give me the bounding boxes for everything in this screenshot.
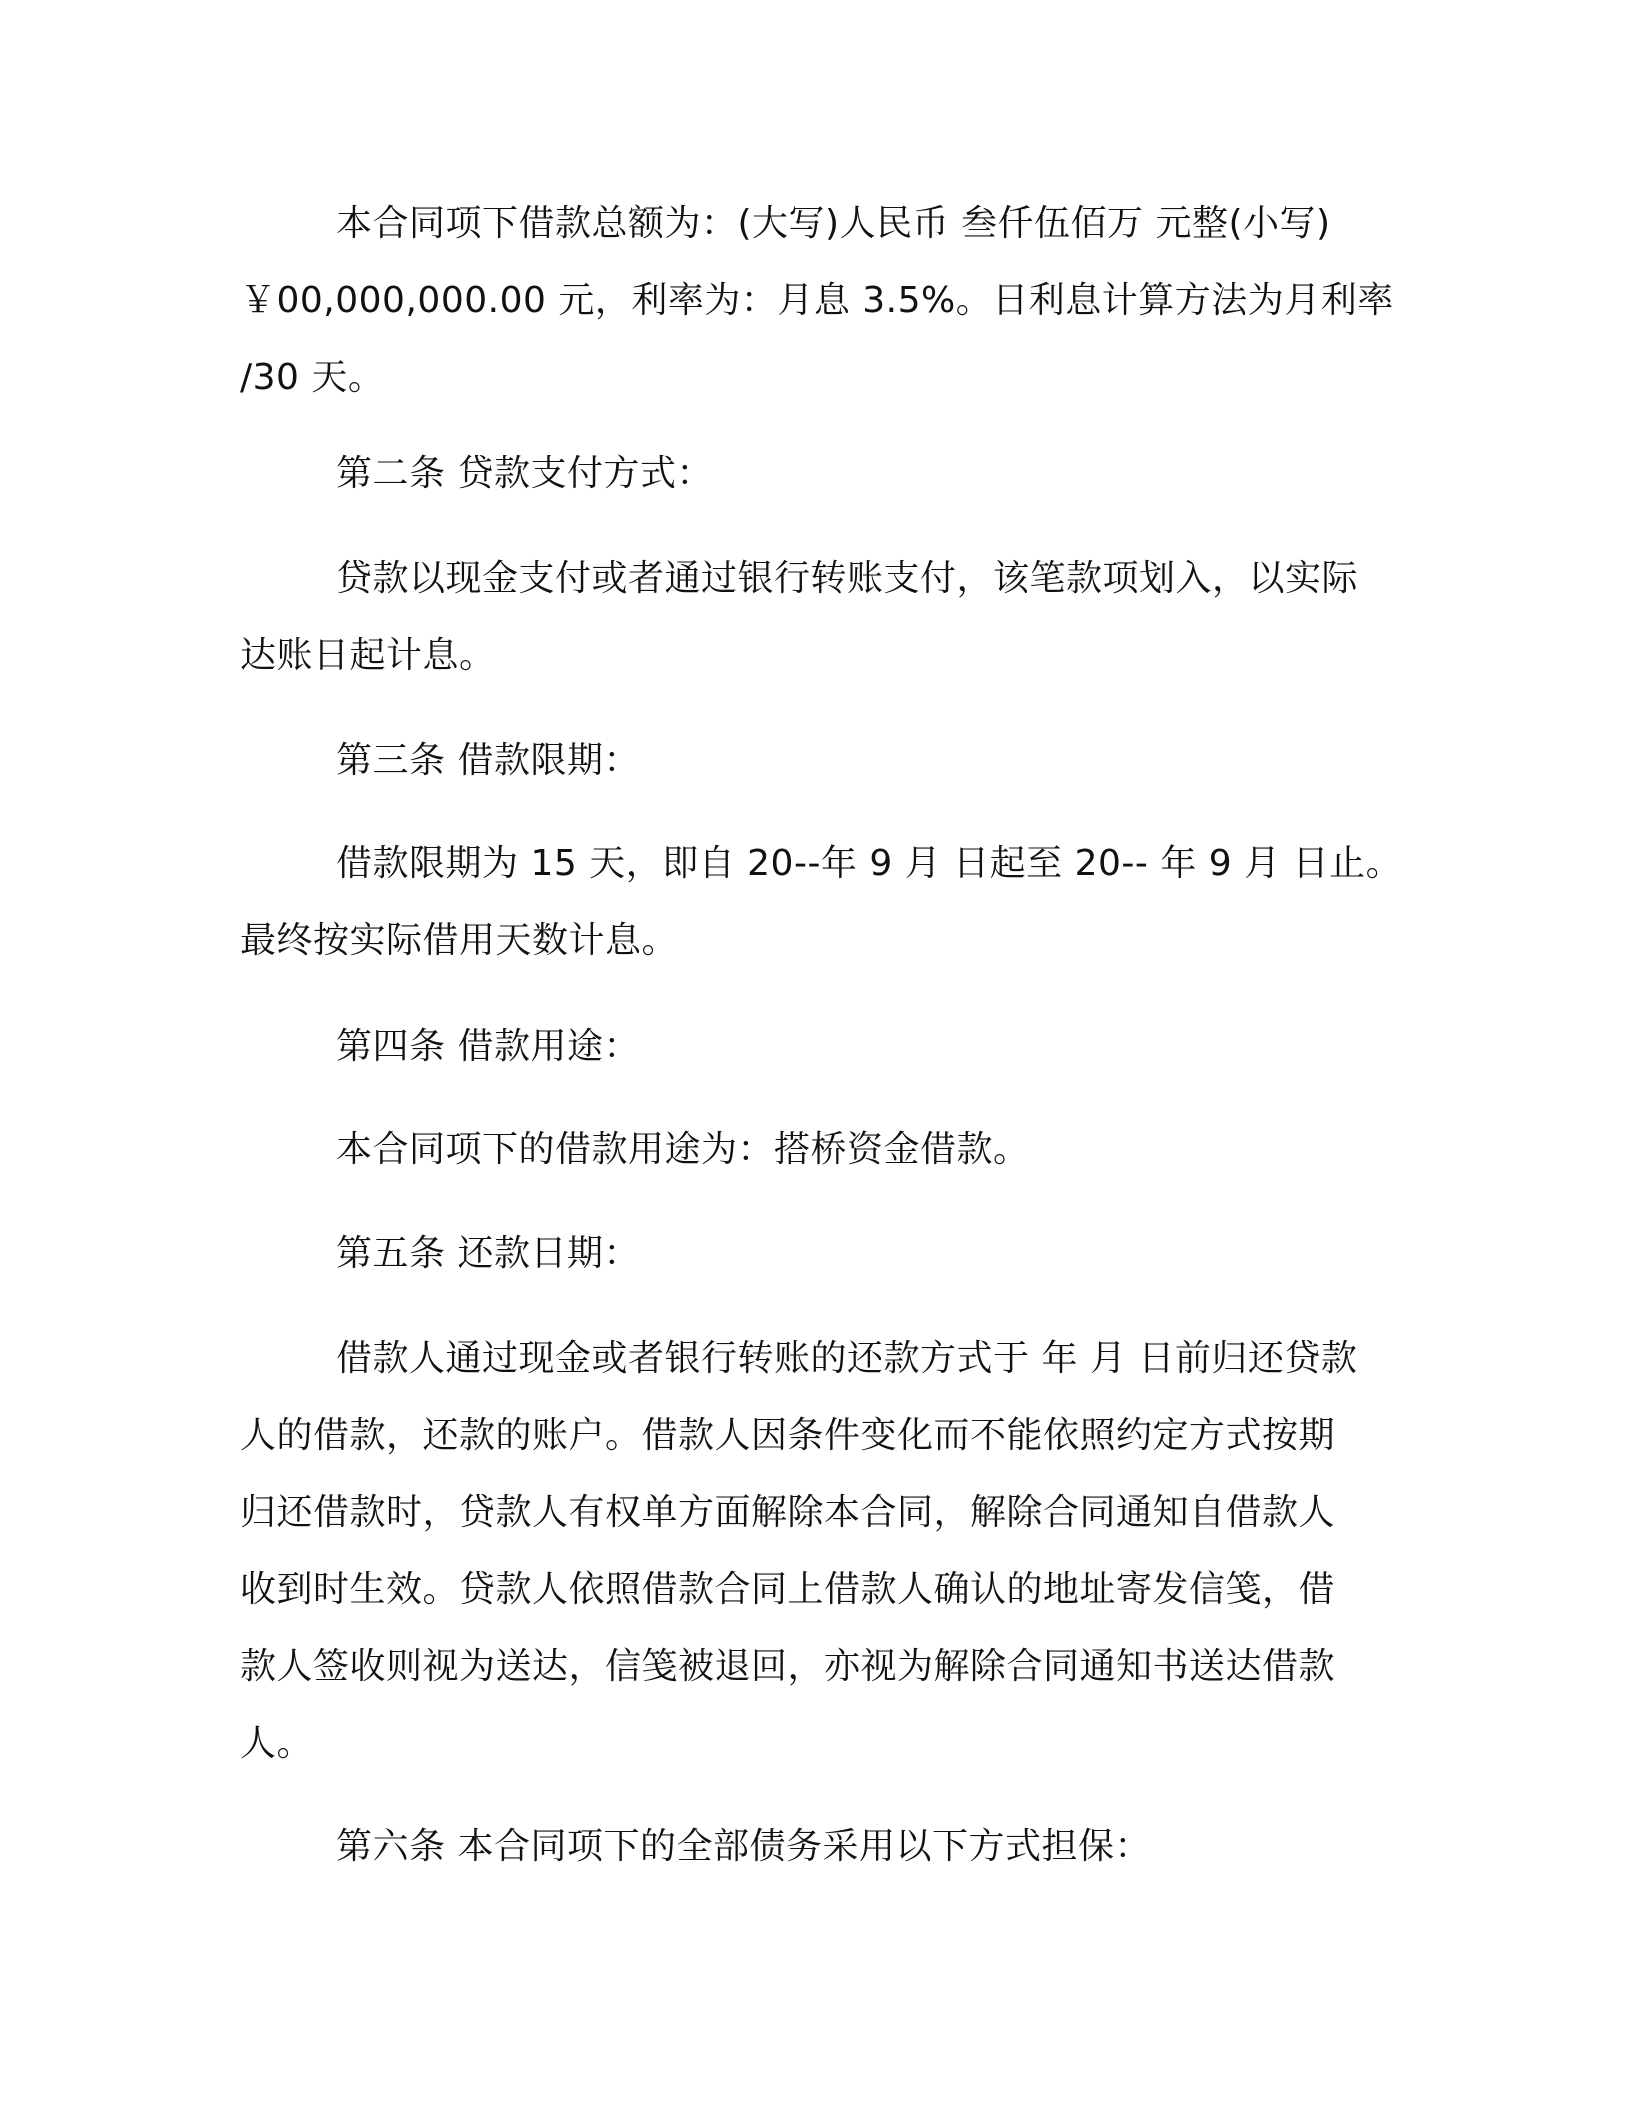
- section-heading: 第六条 本合同项下的全部债务采用以下方式担保：: [336, 1826, 1151, 1867]
- paragraph-line: 本合同项下的借款用途为：搭桥资金借款。: [336, 1129, 1030, 1170]
- section-heading: 第三条 借款限期：: [336, 740, 640, 781]
- paragraph-line: 借款人通过现金或者银行转账的还款方式于 年 月 日前归还贷款: [336, 1338, 1358, 1379]
- paragraph-line: 最终按实际借用天数计息。: [240, 920, 679, 961]
- section-heading: 第二条 贷款支付方式：: [336, 453, 713, 494]
- article-4-heading: [240, 1008, 1400, 1085]
- paragraph-line: 归还借款时，贷款人有权单方面解除本合同，解除合同通知自借款人: [240, 1492, 1336, 1533]
- article-5-heading: [240, 1215, 1400, 1292]
- paragraph-line: /30 天。: [240, 357, 385, 398]
- paragraph-line: 人。: [240, 1723, 314, 1764]
- article-6-heading: [240, 1808, 1400, 1885]
- article-3-heading: [240, 722, 1400, 799]
- loan-term-paragraph: [240, 825, 1403, 979]
- paragraph-line: 收到时生效。贷款人依照借款合同上借款人确认的地址寄发信笺，借: [240, 1569, 1336, 1610]
- section-heading: 第四条 借款用途：: [336, 1026, 640, 1067]
- loan-purpose-paragraph: [240, 1111, 1400, 1188]
- article-2-heading: [240, 435, 1400, 512]
- section-heading: 第五条 还款日期：: [336, 1233, 640, 1274]
- repayment-paragraph: [240, 1320, 1400, 1782]
- paragraph-line: ￥00,000,000.00 元，利率为：月息 3.5%。日利息计算方法为月利率: [240, 280, 1394, 321]
- paragraph-line: 款人签收则视为送达，信笺被退回，亦视为解除合同通知书送达借款: [240, 1646, 1336, 1687]
- paragraph-line: 贷款以现金支付或者通过银行转账支付，该笔款项划入，以实际: [336, 558, 1359, 599]
- paragraph-line: 借款限期为 15 天，即自 20--年 9 月 日起至 20-- 年 9 月 日止。: [336, 843, 1403, 884]
- loan-amount-paragraph: [240, 185, 1400, 416]
- paragraph-line: 本合同项下借款总额为：(大写)人民币 叁仟伍佰万 元整(小写): [336, 203, 1331, 244]
- payment-method-paragraph: [240, 540, 1400, 694]
- paragraph-line: 人的借款，还款的账户。借款人因条件变化而不能依照约定方式按期: [240, 1415, 1336, 1456]
- paragraph-line: 达账日起计息。: [240, 635, 496, 676]
